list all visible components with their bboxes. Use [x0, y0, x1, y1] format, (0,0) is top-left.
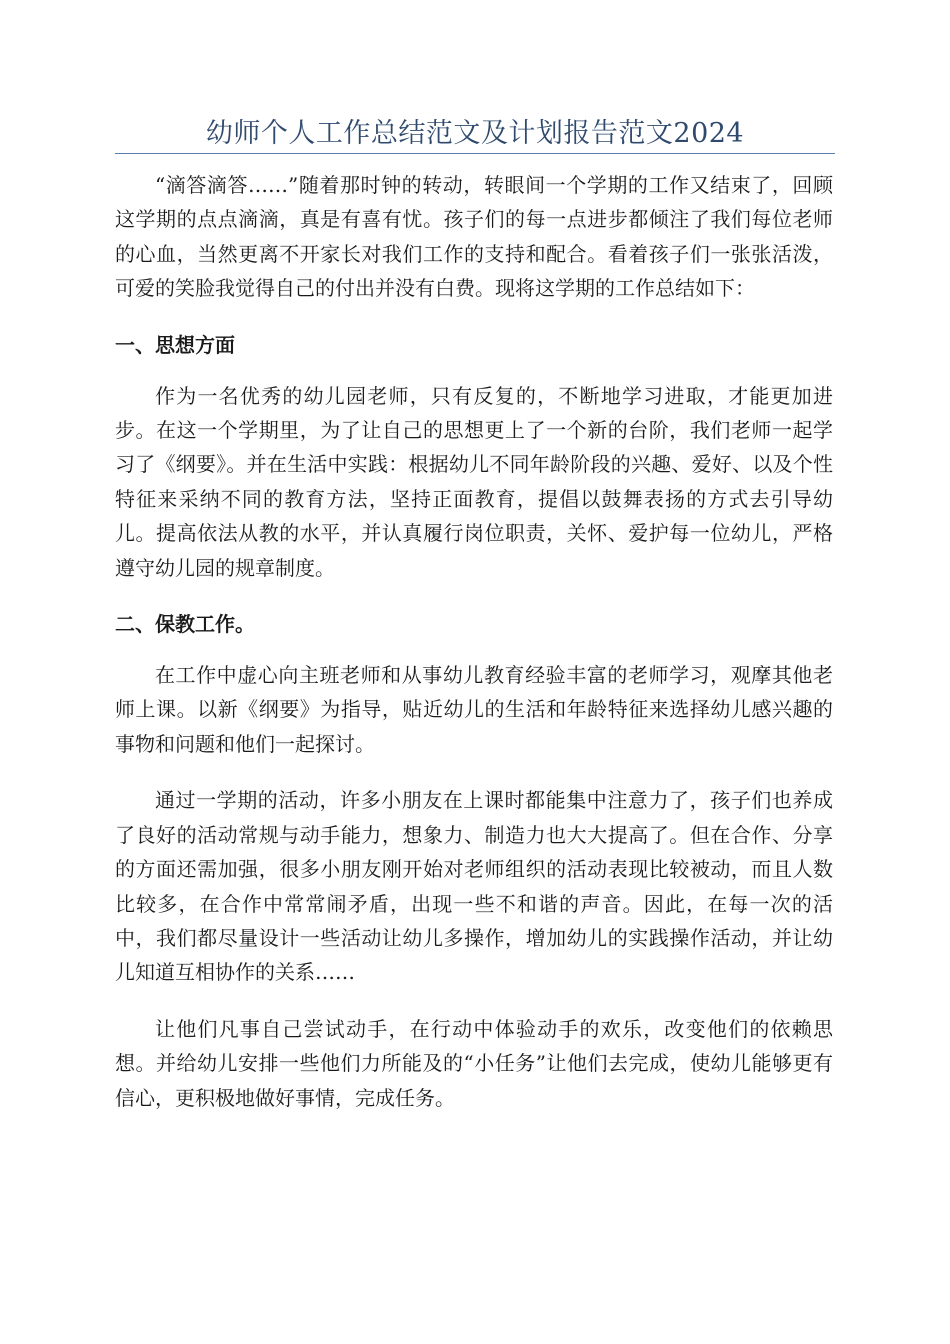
section-heading-thinking: 一、思想方面	[115, 332, 235, 357]
title-underline	[115, 153, 835, 154]
thinking-paragraph: 作为一名优秀的幼儿园老师，只有反复的，不断地学习进取，才能更加进步。在这一个学期里，为了让自己的思想更上了一个新的台阶，我们老师一起学习了《纲要》。并在生活中实践：根据幼儿不同年龄阶段的兴趣、爱好、以及个性特征来采纳不同的教育方法，坚持正面教育，提倡以鼓舞表扬的方式去引导幼儿。提高依法从教的水平，并认真履行岗位职责，关怀、爱护每一位幼儿，严格遵守幼儿园的规章制度。	[115, 383, 833, 580]
teaching-paragraph-2: 通过一学期的活动，许多小朋友在上课时都能集中注意力了，孩子们也养成了良好的活动常规与动手能力，想象力、制造力也大大提高了。但在合作、分享的方面还需加强，很多小朋友刚开始对老师组织的活动表现比较被动，而且人数比较多，在合作中常常闹矛盾，出现一些不和谐的声音。因此，在每一次的活中，我们都尽量设计一些活动让幼儿多操作，增加幼儿的实践操作活动，并让幼儿知道互相协作的关系……	[115, 788, 833, 985]
teaching-paragraph-1: 在工作中虚心向主班老师和从事幼儿教育经验丰富的老师学习，观摩其他老师上课。以新《纲要》为指导，贴近幼儿的生活和年龄特征来选择幼儿感兴趣的事物和问题和他们一起探讨。	[115, 663, 833, 756]
intro-paragraph: “滴答滴答……”随着那时钟的转动，转眼间一个学期的工作又结束了，回顾这学期的点点滴滴，真是有喜有忧。孩子们的每一点进步都倾注了我们每位老师的心血，当然更离不开家长对我们工作的支持和配合。看着孩子们一张张活泼，可爱的笑脸我觉得自己的付出并没有白费。现将这学期的工作总结如下：	[115, 173, 833, 301]
document-body	[115, 168, 833, 1137]
teaching-paragraph-3: 让他们凡事自己尝试动手，在行动中体验动手的欢乐，改变他们的依赖思想。并给幼儿安排一些他们力所能及的“小任务”让他们去完成，使幼儿能够更有信心，更积极地做好事情，完成任务。	[115, 1016, 833, 1110]
document-title: 幼师个人工作总结范文及计划报告范文2024	[205, 118, 745, 149]
section-heading-teaching: 二、保教工作。	[115, 612, 255, 637]
